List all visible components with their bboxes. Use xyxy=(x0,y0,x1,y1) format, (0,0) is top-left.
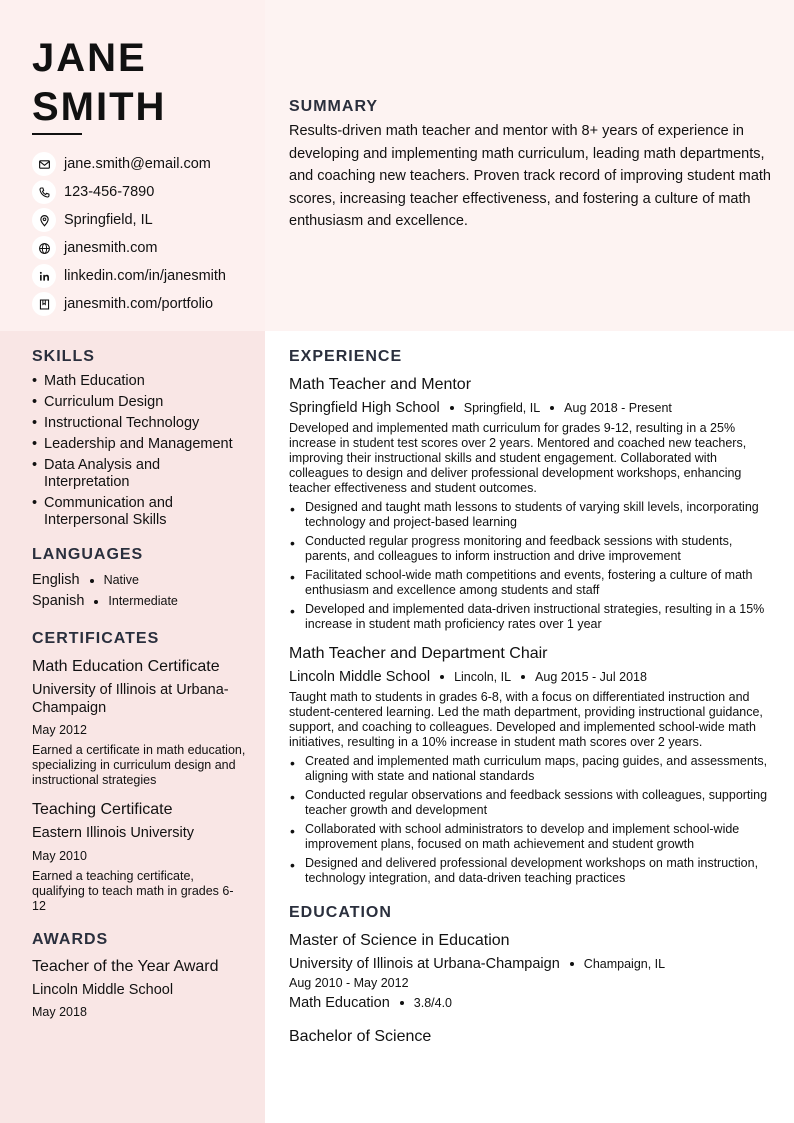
languages-title: LANGUAGES xyxy=(32,546,144,563)
job-description: Taught math to students in grades 6-8, with a focus on differentiated instruction and student-centered learning. Led the math department, providing instructional guidance, support, and coaching to colleagues. Developed and implemented school-wide math initiatives, resulting in a 10% increase in student math scores over 2 years. xyxy=(289,690,763,749)
name-divider xyxy=(32,133,82,135)
languages-list xyxy=(32,570,247,612)
summary-text: Results-driven math teacher and mentor with 8+ years of experience in developing and implementing math curriculum, leading math departments, and coaching new teachers. Proven track record of improving student math scores, increasing teacher effectiveness, and fostering a culture of math enthusiasm and excellence. xyxy=(289,123,771,230)
education-field-row xyxy=(289,995,769,1011)
certificate-org: Eastern Illinois University xyxy=(32,825,194,841)
contact-website-text: janesmith.com xyxy=(64,240,158,256)
language-name: English xyxy=(32,572,80,588)
education-gpa: 3.8/4.0 xyxy=(413,996,452,1010)
award-item xyxy=(32,957,247,1020)
separator-dot xyxy=(450,406,454,410)
contact-email-text: jane.smith@email.com xyxy=(64,156,211,172)
education-dates: Aug 2010 - May 2012 xyxy=(289,976,409,990)
job-bullet: • Designed and delivered professional development workshops on math instruction, technology integration, and data-driven teaching practices xyxy=(289,856,769,886)
separator-dot xyxy=(440,675,444,679)
job-org: Lincoln Middle School xyxy=(289,669,431,685)
job-item xyxy=(289,644,769,886)
contact-website[interactable] xyxy=(32,234,262,262)
contact-phone[interactable] xyxy=(32,178,262,206)
job-bullet: • Created and implemented math curriculum maps, pacing guides, and assessments, aligning with state and national standards xyxy=(289,754,769,784)
contact-location-text: Springfield, IL xyxy=(64,212,153,228)
portfolio-icon xyxy=(32,292,56,316)
job-location: Lincoln, IL xyxy=(454,670,512,684)
job-bullets xyxy=(289,500,769,632)
skill-item: • Leadership and Management xyxy=(32,436,247,453)
certificate-desc: Earned a certificate in math education, specializing in curriculum design and instructional strategies xyxy=(32,743,246,787)
education-title: EDUCATION xyxy=(289,904,392,921)
contact-linkedin[interactable] xyxy=(32,262,262,290)
degree-title: Bachelor of Science xyxy=(289,1028,432,1045)
job-location: Springfield, IL xyxy=(463,401,541,415)
contact-linkedin-text: linkedin.com/in/janesmith xyxy=(64,268,226,284)
language-item xyxy=(32,570,247,591)
language-item xyxy=(32,591,247,612)
certificate-org: University of Illinois at Urbana-Champaign xyxy=(32,682,229,716)
job-item xyxy=(289,375,769,632)
candidate-name: JANE SMITH xyxy=(32,36,167,129)
contact-email[interactable] xyxy=(32,150,262,178)
certificate-desc: Earned a teaching certificate, qualifying to teach math in grades 6-12 xyxy=(32,868,234,913)
separator-dot xyxy=(521,675,525,679)
main-column xyxy=(289,348,769,1047)
job-dates: Aug 2015 - Jul 2018 xyxy=(535,670,647,684)
separator-dot xyxy=(570,962,574,966)
certificates-title: CERTIFICATES xyxy=(32,630,160,647)
contact-location xyxy=(32,206,262,234)
job-bullet: • Conducted regular progress monitoring and feedback sessions with students, parents, and colleagues to inform instruction and drive improvement xyxy=(289,534,769,564)
skills-title: SKILLS xyxy=(32,348,95,365)
job-title: Math Teacher and Mentor xyxy=(289,376,472,393)
degree-title: Master of Science in Education xyxy=(289,932,510,949)
certificate-item xyxy=(32,657,247,788)
education-item xyxy=(289,931,769,1011)
job-bullet: • Developed and implemented data-driven instructional strategies, resulting in a 15% increase in student math proficiency rates over 1 year xyxy=(289,602,769,632)
job-description: Developed and implemented math curriculum for grades 9-12, resulting in a 25% increase in student test scores over 2 years. Mentored and coached new teachers, improving their instructional skills and student engagement. Collaborated with colleagues to design and deliver professional development workshops, enhancing teacher effectiveness and student outcomes. xyxy=(289,421,747,495)
phone-icon xyxy=(32,180,56,204)
school-location: Champaign, IL xyxy=(583,957,666,971)
job-meta xyxy=(289,400,769,416)
job-bullet: • Collaborated with school administrators to develop and implement school-wide improvement plans, focused on math achievement and student growth xyxy=(289,822,769,852)
summary-section xyxy=(289,98,771,233)
linkedin-icon xyxy=(32,264,56,288)
certificate-date: May 2012 xyxy=(32,723,87,737)
email-icon xyxy=(32,152,56,176)
experience-title: EXPERIENCE xyxy=(289,348,403,365)
award-org: Lincoln Middle School xyxy=(32,981,174,998)
language-level: Intermediate xyxy=(108,594,178,608)
award-title: Teacher of the Year Award xyxy=(32,957,219,975)
certificate-date: May 2010 xyxy=(32,848,87,863)
skill-item: • Instructional Technology xyxy=(32,415,247,432)
separator-dot xyxy=(90,579,94,583)
contact-phone-text: 123-456-7890 xyxy=(64,184,155,200)
job-bullets xyxy=(289,754,769,886)
awards-title: AWARDS xyxy=(32,930,109,948)
certificate-item xyxy=(32,800,247,914)
job-dates: Aug 2018 - Present xyxy=(564,401,672,415)
location-pin-icon xyxy=(32,208,56,232)
certificate-title: Teaching Certificate xyxy=(32,801,173,818)
summary-title: SUMMARY xyxy=(289,98,379,115)
school-name: University of Illinois at Urbana-Champaign xyxy=(289,956,560,972)
skill-item: • Communication and Interpersonal Skills xyxy=(32,495,247,529)
skills-list xyxy=(32,373,247,529)
globe-icon xyxy=(32,236,56,260)
language-name: Spanish xyxy=(32,593,85,609)
education-field: Math Education xyxy=(289,995,390,1011)
job-org: Springfield High School xyxy=(289,400,440,416)
separator-dot xyxy=(400,1001,404,1005)
contact-portfolio[interactable] xyxy=(32,290,262,318)
job-bullet: • Designed and taught math lessons to students of varying skill levels, incorporating technology and project-based learning xyxy=(289,500,769,530)
certificate-title: Math Education Certificate xyxy=(32,658,220,675)
skill-item: • Data Analysis and Interpretation xyxy=(32,457,247,491)
sidebar xyxy=(32,348,247,1019)
job-title: Math Teacher and Department Chair xyxy=(289,645,548,662)
education-item xyxy=(289,1027,769,1047)
job-meta xyxy=(289,669,769,685)
contact-portfolio-text: janesmith.com/portfolio xyxy=(64,296,214,312)
contact-list xyxy=(32,150,262,318)
award-date: May 2018 xyxy=(32,1005,87,1019)
education-meta xyxy=(289,956,769,972)
separator-dot xyxy=(94,600,98,604)
skill-item: • Curriculum Design xyxy=(32,394,247,411)
job-bullet: • Conducted regular observations and feedback sessions with colleagues, supporting teacher growth and development xyxy=(289,788,769,818)
job-bullet: • Facilitated school-wide math competitions and events, fostering a culture of math enthusiasm and excellence among students and staff xyxy=(289,568,769,598)
language-level: Native xyxy=(103,573,139,587)
separator-dot xyxy=(550,406,554,410)
skill-item: • Math Education xyxy=(32,373,247,390)
